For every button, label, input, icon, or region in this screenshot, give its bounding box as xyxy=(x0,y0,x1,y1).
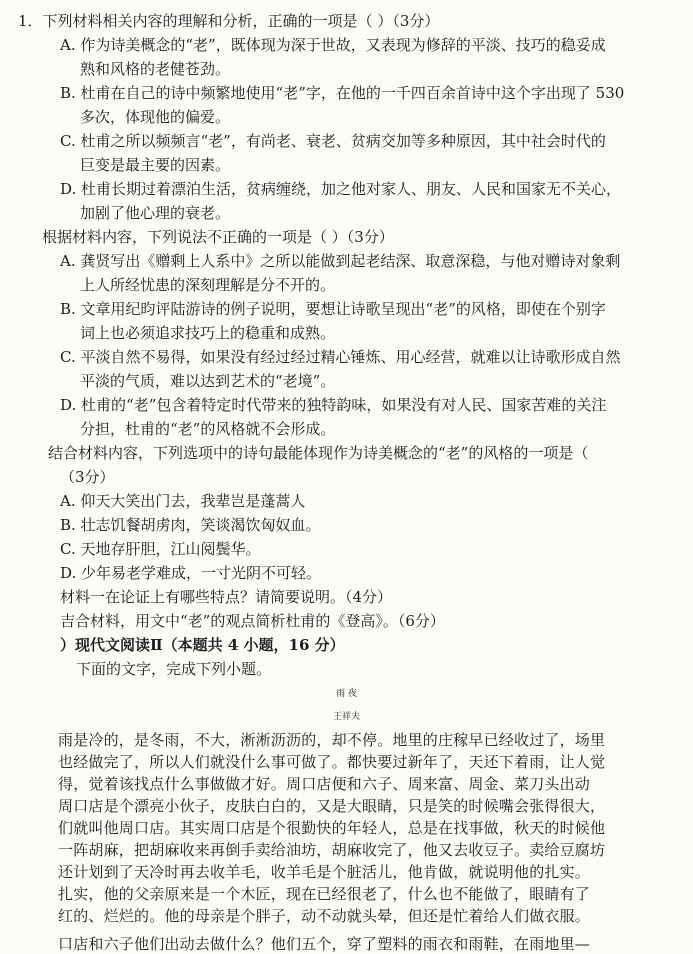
q1-stem: 1．下列材料相关内容的理解和分析，正确的一项是（ ）（3分） xyxy=(18,12,440,30)
section-header: ）现代文阅读Ⅱ（本题共 4 小题，16 分） xyxy=(60,636,345,654)
story-line: 周口店是个漂亮小伙子，皮肤白白的，又是大眼睛，只是笑的时候嘴会张得很大， xyxy=(58,797,606,815)
q2-option-a-cont: 上人所经忧患的深刻理解是分不开的。 xyxy=(80,276,336,294)
q1-option-b: B. 杜甫在自己的诗中频繁地使用“老”字，在他的一千四百余首诗中这个字出现了 530 xyxy=(60,84,625,102)
story-line: 还计划到了天冷时再去收羊毛，收羊毛是个脏活儿，他肯做，就说明他的扎实。 xyxy=(58,863,591,881)
q1-option-a-cont: 熟和风格的老健苍劲。 xyxy=(80,60,231,78)
story-last-line: 口店和六子他们出动去做什么？他们五个，穿了塑料的雨衣和雨鞋，在雨地里— xyxy=(58,935,591,953)
story-line: 扎实，他的父亲原来是一个木匠，现在已经很老了，什么也不能做了，眼睛有了 xyxy=(58,885,591,903)
q1-option-d: D. 杜甫长期过着漂泊生活，贫病缠绕，加之他对家人、朋友、人民和国家无不关心， xyxy=(60,180,622,198)
story-line: 一阵胡麻，把胡麻收来再倒手卖给油坊，胡麻收完了，他又去收豆子。卖给豆腐坊 xyxy=(58,841,606,859)
q3-option-a: A. 仰天大笑出门去，我辈岂是蓬蒿人 xyxy=(60,492,306,510)
q3-option-b: B. 壮志饥餐胡虏肉，笑谈渴饮匈奴血。 xyxy=(60,516,321,534)
section-instruction: 下面的文字，完成下列小题。 xyxy=(76,660,272,678)
q3-score: （3分） xyxy=(60,468,115,486)
q2-option-b-cont: 词上也必须追求技巧上的稳重和成熟。 xyxy=(80,324,336,342)
story-title: 雨 夜 xyxy=(336,689,357,699)
q1-option-a: A. 作为诗美概念的“老”，既体现为深于世故，又表现为修辞的平淡、技巧的稳妥成 xyxy=(60,36,606,54)
q2-option-c: C. 平淡自然不易得，如果没有经过经过精心锤炼、用心经营，就难以让诗歌形成自然 xyxy=(60,348,621,366)
q2-option-a: A. 龚贤写出《赠剩上人系中》之所以能做到起老结深、取意深稳，与他对赠诗对象剩 xyxy=(60,252,621,270)
q1-option-b-cont: 多次，体现他的偏爱。 xyxy=(80,108,231,126)
q3-option-c: C. 天地存肝胆，江山阅鬓华。 xyxy=(60,540,261,558)
q2-stem: 根据材料内容，下列说法不正确的一项是（ ）（3分） xyxy=(42,228,394,246)
q2-option-d: D. 杜甫的“老”包含着特定时代带来的独特韵味，如果没有对人民、国家苦难的关注 xyxy=(60,396,607,414)
story-line: 红的、烂烂的。他的母亲是个胖子，动不动就头晕，但还是忙着给人们做衣服。 xyxy=(58,907,591,925)
story-line: 也经做完了，所以人们就没什么事可做了。都快要过新年了，天还下着雨，让人觉 xyxy=(58,753,606,771)
q1-option-c-cont: 巨变是最主要的因素。 xyxy=(80,156,231,174)
q5-stem: 吉合材料，用文中“老”的观点简析杜甫的《登高》。（6分） xyxy=(60,612,445,630)
q2-option-d-cont: 分担，杜甫的“老”的风格就不会形成。 xyxy=(80,420,336,438)
q3-stem: 结合材料内容，下列选项中的诗句最能体现作为诗美概念的“老”的风格的一项是（ xyxy=(48,444,589,462)
story-line: 雨是冷的，是冬雨，不大，淅淅沥沥的，却不停。地里的庄稼早已经收过了，场里 xyxy=(58,731,606,749)
story-line: 得，觉着该找点什么事做做才好。周口店便和六子、周来富、周金、菜刀头出动 xyxy=(58,775,591,793)
q3-option-d: D. 少年易老学难成，一寸光阴不可轻。 xyxy=(60,564,322,582)
story-author: 王祥夫 xyxy=(332,712,360,722)
q2-option-b: B. 文章用纪昀评陆游诗的例子说明，要想让诗歌呈现出“老”的风格，即使在个别字 xyxy=(60,300,606,318)
q1-option-c: C. 杜甫之所以频频言“老”，有尚老、衰老、贫病交加等多种原因，其中社会时代的 xyxy=(60,132,606,150)
q4-stem: 材料一在论证上有哪些特点？请简要说明。（4分） xyxy=(60,588,393,606)
story-line: 们就叫他周口店。其实周口店是个很勤快的年轻人，总是在找事做，秋天的时候他 xyxy=(58,819,606,837)
q1-option-d-cont: 加剧了他心理的衰老。 xyxy=(80,204,231,222)
q2-option-c-cont: 平淡的气质，难以达到艺术的“老境”。 xyxy=(80,372,336,390)
